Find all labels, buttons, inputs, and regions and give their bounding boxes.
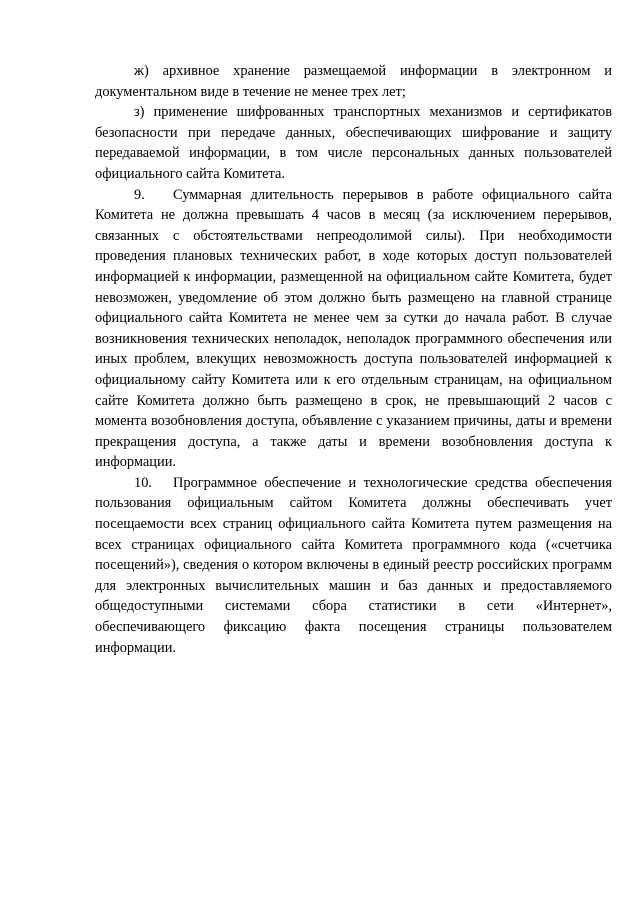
paragraph-number: 9. <box>134 186 145 203</box>
paragraph-text: Суммарная длительность перерывов в работе официального сайта Комитета не должна превышать 4 часов в месяц (за исключением перерывов, связанных с обстоятельствами непреодолимой силы). При необходимости проведения плановых технических работ, в ходе которых доступ пользователей информацией к информации, размещенной на официальном сайте Комитета, будет невозможен, уведомление об этом должно быть размещено на главной странице официального сайта Комитета не менее чем за сутки до начала работ. В случае возникновения технических неполадок, неполадок программного обеспечения или иных проблем, влекущих невозможность доступа пользователей информацией к официальному сайту Комитета или к его отдельным страницам, на официальном сайте Комитета должно быть размещено в срок, не превышающий 2 часов с момента возобновления доступа, объявление с указанием причины, даты и времени прекращения доступа, а также даты и времени возобновления доступа к информации. <box>95 186 612 471</box>
paragraph-text: ж) архивное хранение размещаемой информации в электронном и документальном виде в течение не менее трех лет; <box>95 63 612 100</box>
document-body <box>95 61 612 658</box>
paragraph-text: Программное обеспечение и технологические средства обеспечения пользования официальным сайтом Комитета должны обеспечивать учет посещаемости всех страниц официального сайта Комитета путем размещения на всех страницах официального сайта Комитета программного кода («счетчика посещений»), сведения о котором включены в единый реестр российских программ для электронных вычислительных машин и баз данных и предоставляемого общедоступными системами сбора статистики в сети «Интернет», обеспечивающего фиксацию факта посещения страницы пользователем информации. <box>95 474 612 656</box>
numbered-paragraph-10 <box>95 473 612 658</box>
paragraph-number: 10. <box>134 474 152 491</box>
paragraph-text: з) применение шифрованных транспортных механизмов и сертификатов безопасности при передаче данных, обеспечивающих шифрование и защиту передаваемой информации, в том числе персональных данных пользователей официального сайта Комитета. <box>95 104 612 182</box>
paragraph-item-z <box>95 102 612 184</box>
paragraph-item-zh <box>95 61 612 102</box>
numbered-paragraph-9 <box>95 185 612 473</box>
